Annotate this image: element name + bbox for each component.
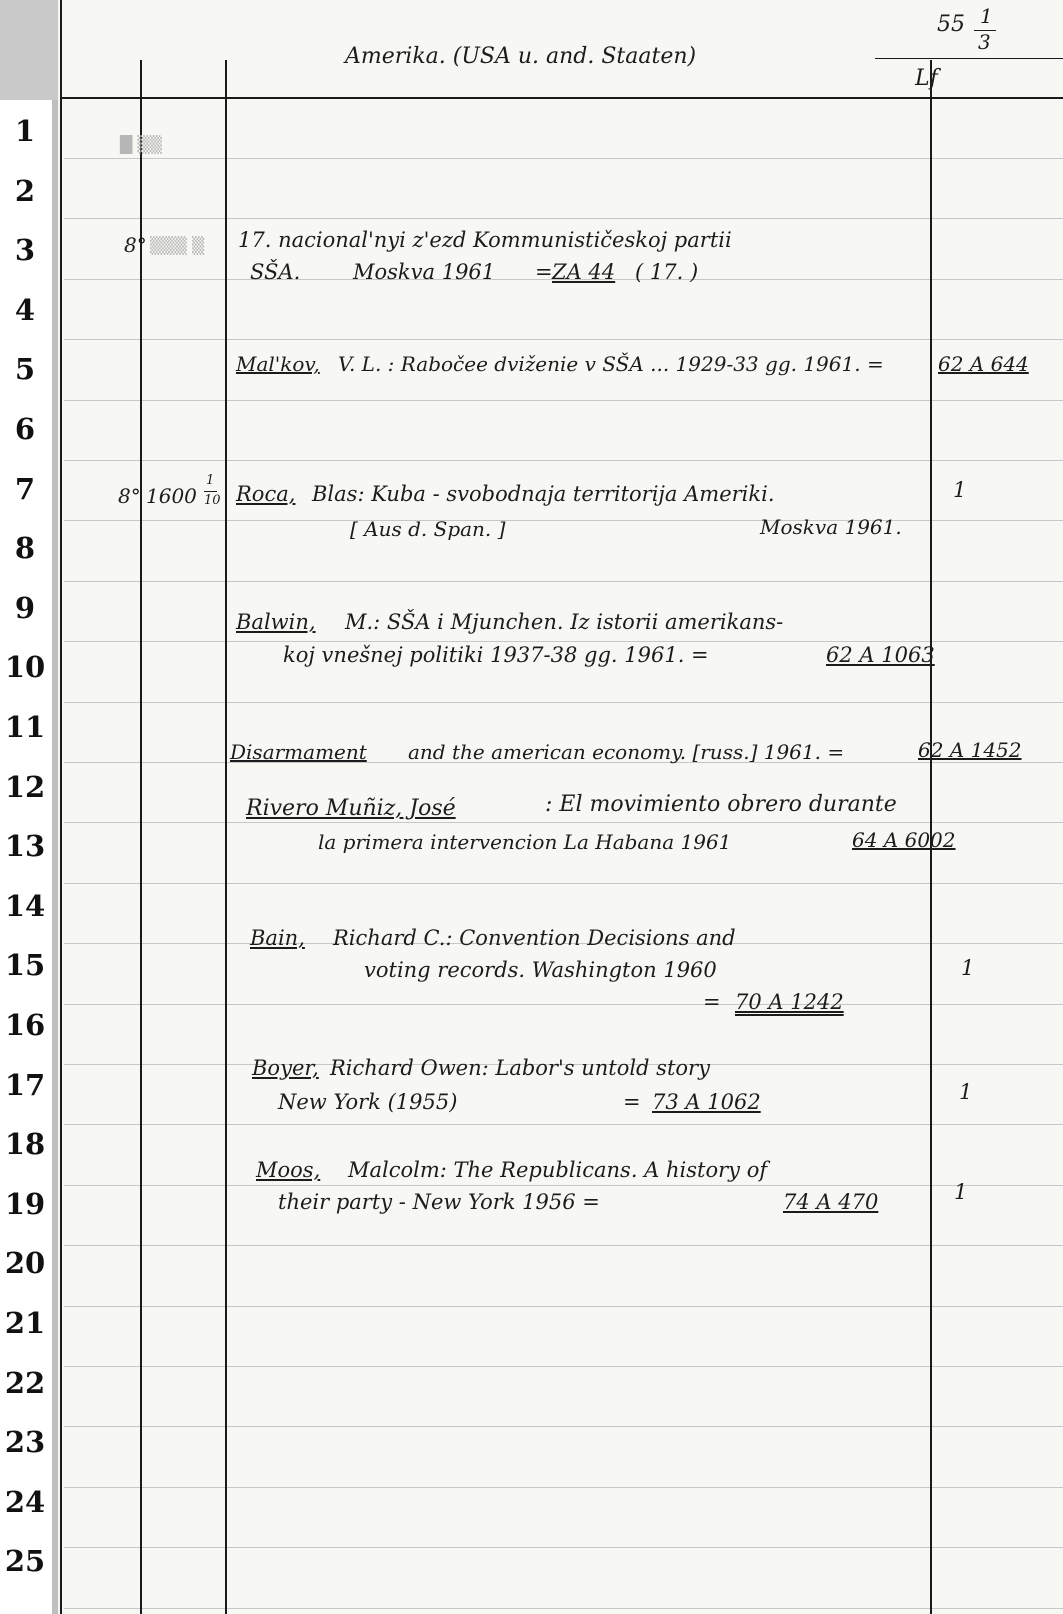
entry-5-author: Disarmament [230,740,367,764]
entry-3-rest: Blas: Kuba - svobodnaja territorija Ameriki. [312,482,775,506]
entry-3-author: Roca, [236,482,296,506]
ruled-line [64,339,1063,340]
row-number: 10 [4,650,46,684]
row-number: 14 [4,889,46,923]
ruled-line [64,822,1063,823]
entry-8-author: Boyer, [252,1056,319,1080]
entry-9-author: Moos, [256,1158,321,1182]
ruled-line [64,641,1063,642]
entry-6-line1: : El movimiento obrero durante [545,792,897,817]
ruled-line [64,1547,1063,1548]
row-number: 7 [14,472,36,506]
ruled-line [64,702,1063,703]
ruled-line [64,460,1063,461]
row-number: 4 [14,293,36,327]
entry-2-author: Mal'kov, [236,352,320,376]
entry-1-line2-d: ( 17. ) [635,260,699,284]
row-number: 17 [4,1068,46,1102]
entry-1-line1: 17. nacional'nyi z'ezd Kommunističeskoj partii [238,228,732,252]
entry-5-signature: 62 A 1452 [918,738,1022,762]
ruled-line [64,1004,1063,1005]
page-title: Amerika. (USA u. and. Staaten) [345,44,697,69]
entry-3-call-fraction-bar [204,491,217,492]
entry-7-signature: 70 A 1242 [735,990,844,1014]
header-rule [60,97,1063,99]
ruled-line [64,400,1063,401]
row-number: 13 [4,829,46,863]
row-number: 3 [14,233,36,267]
entry-3-call-numerator: 1 [206,473,215,488]
entry-6-line2: la primera intervencion La Habana 1961 [318,830,732,854]
column-mark: Lf [915,66,938,91]
entry-1-line2-a: SŠA. [250,260,301,284]
entry-7-line2: voting records. Washington 1960 [364,958,717,982]
ruled-line [64,1185,1063,1186]
entry-8-line2: New York (1955) [278,1090,458,1114]
page-fraction-denominator: 3 [978,30,991,54]
page-number: 55 [937,12,965,37]
entry-9-signature: 74 A 470 [783,1190,879,1214]
entry-2-rest: V. L. : Rabočee dviženie v SŠA ... 1929-33 gg. 1961. = [338,352,884,376]
entry-6-signature: 64 A 6002 [852,828,956,852]
row-number: 11 [4,710,46,744]
entry-1-line2-c: = [535,260,553,284]
entry-2-signature: 62 A 644 [938,352,1029,376]
row-number: 23 [4,1425,46,1459]
entry-4-line2: koj vnešnej politiki 1937-38 gg. 1961. = [283,643,709,667]
row-number: 9 [14,591,36,625]
entry-1-signature: ZA 44 [552,260,616,284]
row-number: 16 [4,1008,46,1042]
entry-8-signature: 73 A 1062 [652,1090,761,1114]
entry-9-count: 1 [954,1180,968,1204]
entry-1-faint-call: ▒▒▒ ▒ [150,236,205,255]
row-number: 8 [14,531,36,565]
row-number: 21 [4,1306,46,1340]
faint-stamp: █ ▒▒ [120,135,162,154]
entry-8-count: 1 [959,1080,973,1104]
entry-3-call: 1600 [146,484,197,508]
row-number: 20 [4,1246,46,1280]
entry-8-line1: Richard Owen: Labor's untold story [330,1056,710,1080]
row-number: 6 [14,412,36,446]
entry-5-rest: and the american economy. [russ.] 1961. = [408,740,845,764]
row-number: 1 [14,114,36,148]
ruled-line [64,218,1063,219]
entry-3-line2-b: Moskva 1961. [760,515,902,539]
top-short-rule [875,58,1063,59]
call-column-line [225,60,227,1614]
entry-3-call-denominator: 10 [204,493,221,508]
entry-8-line2-eq: = [623,1090,641,1114]
ruled-line [64,581,1063,582]
ruled-line [64,1608,1063,1609]
ruled-line [64,1426,1063,1427]
page-fraction-numerator: 1 [980,4,993,28]
row-number: 25 [4,1544,46,1578]
entry-9-line2: their party - New York 1956 = [278,1190,600,1214]
row-number: 15 [4,948,46,982]
entry-7-line3-eq: = [703,990,721,1014]
entry-4-line1: M.: SŠA i Mjunchen. Iz istorii amerikans- [345,610,784,634]
row-number: 5 [14,352,36,386]
left-border-line [60,0,62,1614]
entry-7-count: 1 [961,956,975,980]
entry-1-format: 8° [124,233,147,257]
row-number: 2 [14,174,36,208]
row-number: 24 [4,1485,46,1519]
ruled-line [64,1124,1063,1125]
entry-7-author: Bain, [250,926,305,950]
row-number: 18 [4,1127,46,1161]
row-number: 19 [4,1187,46,1221]
ruled-line [64,158,1063,159]
entry-7-line1: Richard C.: Convention Decisions and [333,926,736,950]
entry-3-line2-a: [ Aus d. Span. ] [350,517,506,541]
entry-3-count: 1 [953,478,967,502]
format-column-line [140,60,142,1614]
row-number: 22 [4,1366,46,1400]
entry-4-signature: 62 A 1063 [826,643,935,667]
ruled-line [64,520,1063,521]
ruled-line [64,1306,1063,1307]
ruled-line [64,1366,1063,1367]
entry-1-line2-b: Moskva 1961 [353,260,496,284]
ruled-line [64,1487,1063,1488]
margin-tab [0,0,58,100]
entry-6-author: Rivero Muñiz, José [246,796,456,821]
entry-4-author: Balwin, [236,610,316,634]
entry-3-format: 8° [118,484,141,508]
ruled-line [64,1245,1063,1246]
row-number: 12 [4,770,46,804]
ruled-line [64,883,1063,884]
entry-9-line1: Malcolm: The Republicans. A history of [348,1158,768,1182]
